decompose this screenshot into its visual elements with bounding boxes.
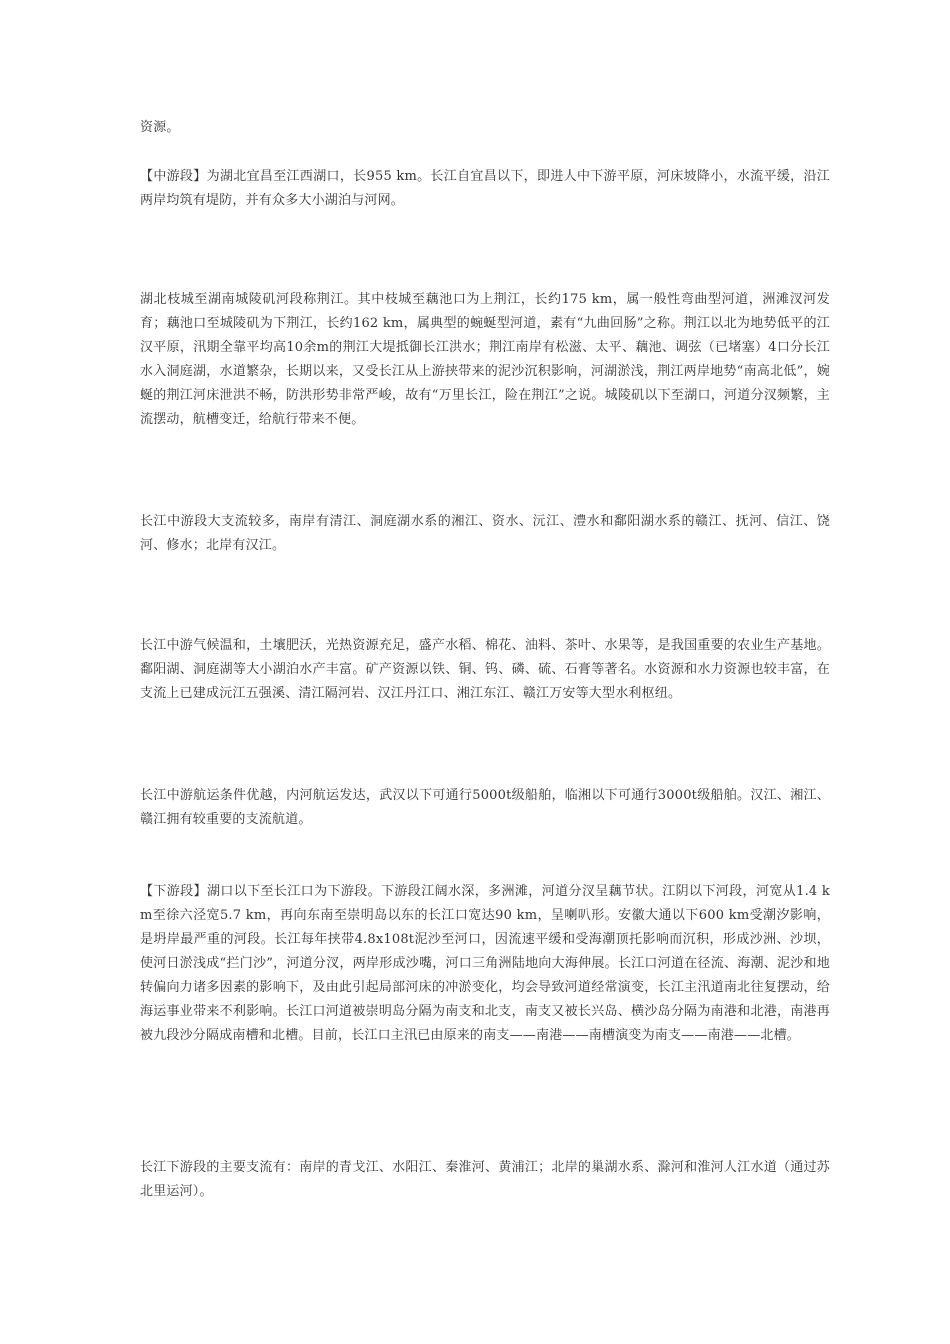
paragraph-resources-continuation: 资源。 — [140, 120, 180, 135]
paragraph-lower-tributaries: 长江下游段的主要支流有：南岸的青戈江、水阳江、秦淮河、黄浦江；北岸的巢湖水系、滁河和淮河人江水道（通过苏北里运河）。 — [140, 1160, 830, 1199]
paragraph-jingjiang: 湖北枝城至湖南城陵矶河段称荆江。其中枝城至藕池口为上荆江，长约175 km，属一般性弯曲型河道，洲滩汊河发育；藕池口至城陵矶为下荆江，长约162 km，属典型的蜿蜒型河道，素有“九曲回肠”之称。荆江以北为地势低平的江汉平原，汛期全靠平均高10余m的荆江大堤抵御长江洪水；荆江南岸有松滋、太平、藕池、调弦（已堵塞）4口分长江水入洞庭湖，水道繁杂，长期以来，又受长江从上游挟带来的泥沙沉积影响，河湖淤浅，荆江两岸地势“南高北低”，婉蜒的荆江河床泄洪不畅，防洪形势非常严峻，故有“万里长江，险在荆江”之说。城陵矶以下至湖口，河道分汊频繁，主流摆动，航槽变迁，给航行带来不便。 — [140, 292, 830, 427]
paragraph-middle-tributaries: 长江中游段大支流较多，南岸有清江、洞庭湖水系的湘江、资水、沅江、澧水和鄱阳湖水系的赣江、抚河、信江、饶河、修水；北岸有汉江。 — [140, 514, 830, 553]
paragraph-lower-reach: 【下游段】湖口以下至长江口为下游段。下游段江阔水深，多洲滩，河道分汊呈藕节状。江阴以下河段，河宽从1.4 km至徐六泾宽5.7 km，再向东南至崇明岛以东的长江口宽达90 km，呈喇叭形。安徽大通以下600 km受潮汐影响，是坍岸最严重的河段。长江每年挟带4.8x108t泥沙至河口，因流速平缓和受海潮顶托影响而沉积，形成沙洲、沙坝，使河日淤浅成“拦门沙”，河道分汊，两岸形成沙嘴，河口三角洲陆地向大海伸展。长江口河道在径流、海潮、泥沙和地转偏向力诸多因素的影响下，及由此引起局部河床的冲淤变化，均会导致河道经常演变，长江主汛道南北往复摆动，给海运事业带来不利影响。长江口河道被崇明岛分隔为南支和北支，南支又被长兴岛、横沙岛分隔为南港和北港，南港再被九段沙分隔成南槽和北槽。目前，长江口主汛已由原来的南支——南港——南槽演变为南支——南港——北槽。 — [140, 884, 830, 1043]
paragraph-middle-navigation: 长江中游航运条件优越，内河航运发达，武汉以下可通行5000t级船舶，临湘以下可通行3000t级船舶。汉江、湘江、赣江拥有较重要的支流航道。 — [140, 788, 830, 827]
paragraph-middle-reach-intro: 【中游段】为湖北宜昌至江西湖口，长955 km。长江自宜昌以下，即进人中下游平原，河床坡降小，水流平缓，沿江两岸均筑有堤防，并有众多大小湖泊与河网。 — [140, 169, 830, 208]
paragraph-middle-climate-resources: 长江中游气候温和，土壤肥沃，光热资源充足，盛产水稻、棉花、油料、茶叶、水果等，是我国重要的农业生产基地。鄱阳湖、洞庭湖等大小湖泊水产丰富。矿产资源以铁、铜、钨、磷、硫、石膏等著名。水资源和水力资源也较丰富，在支流上已建成沅江五强溪、清江隔河岩、汉江丹江口、湘江东江、赣江万安等大型水利枢纽。 — [140, 638, 830, 701]
